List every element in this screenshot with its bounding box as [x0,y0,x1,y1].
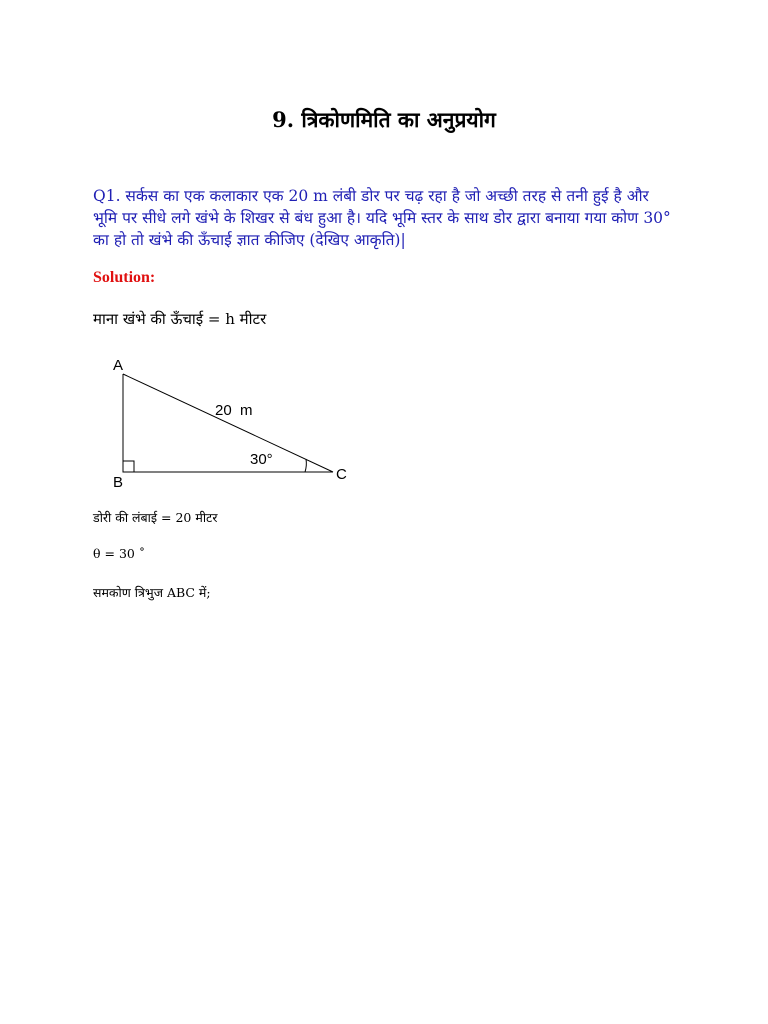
triangle-diagram [108,350,368,495]
side-ac [123,374,333,472]
right-triangle-line: समकोण त्रिभुज ABC में; [93,585,211,600]
vertex-b-label: B [113,474,124,491]
solution-heading: Solution: [93,269,156,286]
rope-length-line: डोरी की लंबाई = 20 मीटर [93,510,218,525]
question-text: Q1. सर्कस का एक कलाकार एक 20 m लंबी डोर पर चढ़ रहा है जो अच्छी तरह से तनी हुई है और भूमि पर सीधे लगे खंभे के शिखर से बंध हुआ है। यदि भूमि स्तर के साथ डोर द्वारा बनाया गया कोण 30° का हो तो खंभे की ऊँचाई ज्ञात कीजिए (देखिए आकृति)| [93,187,671,249]
theta-line: θ = 30 ˚ [93,546,146,561]
hypotenuse-length-label: 20 m [215,402,253,419]
angle-label: 30° [250,451,273,468]
triangle-figure [108,350,368,495]
angle-arc [305,459,306,472]
right-angle-marker [123,461,134,472]
height-assumption-line: माना खंभे की ऊँचाई = h मीटर [93,310,267,328]
vertex-a-label: A [113,357,124,374]
vertex-c-label: C [336,466,347,483]
page-title: 9. त्रिकोणमिति का अनुप्रयोग [272,107,496,132]
